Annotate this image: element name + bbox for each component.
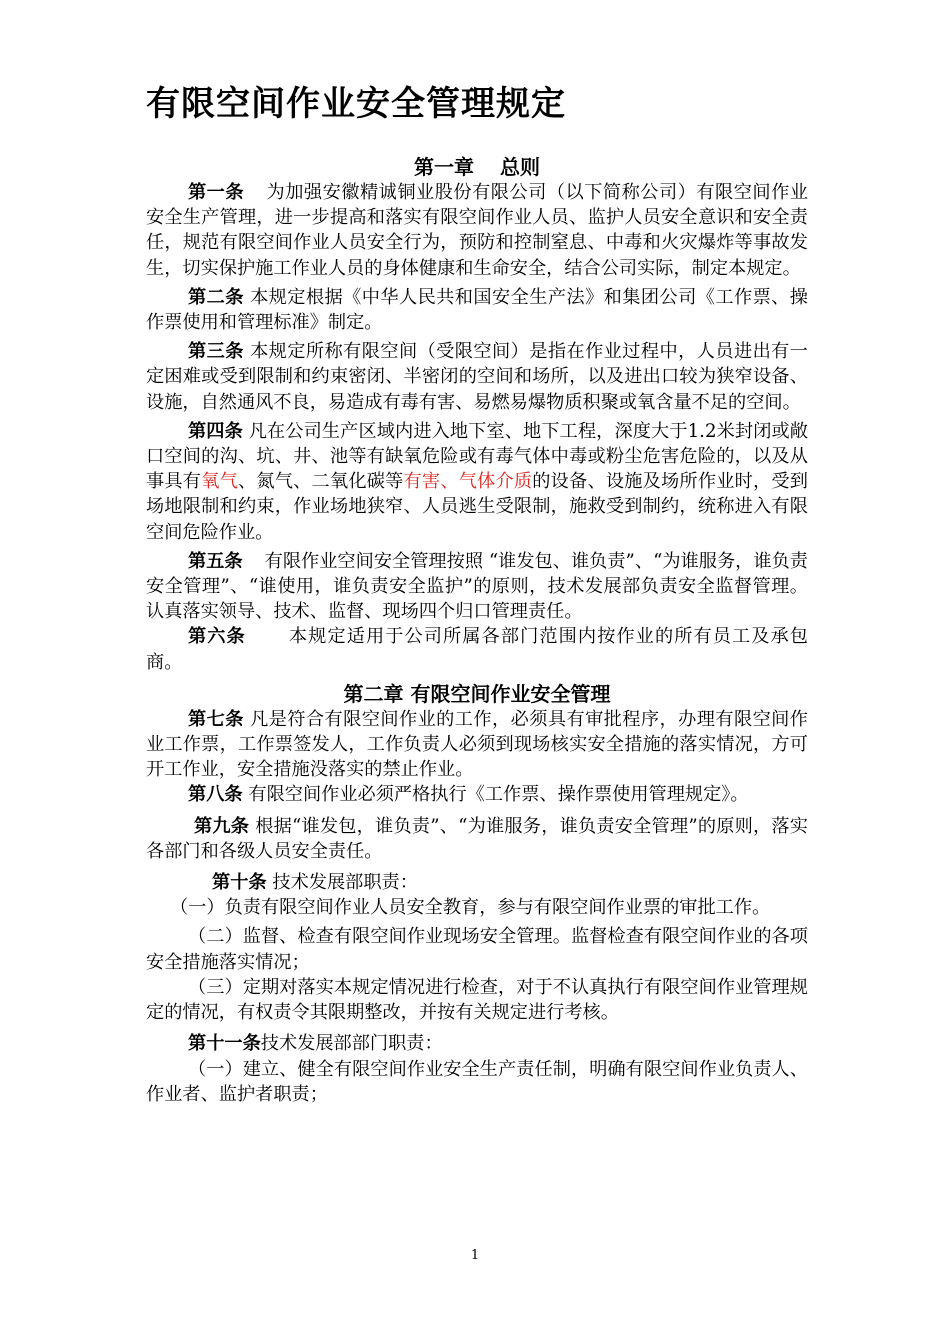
article-10-item-1: （一）负责有限空间作业人员安全教育，参与有限空间作业票的审批工作。 <box>170 897 771 919</box>
article-8-text: 有限空间作业必须严格执行《工作票、操作票使用管理规定》。 <box>248 784 749 806</box>
article-10-item-3: （三）定期对落实本规定情况进行检查，对于不认真执行有限空间作业管理规定的情况，有权责令其限期整改，并按有关规定进行考核。 <box>146 976 808 1024</box>
article-8 <box>146 782 808 807</box>
article-9 <box>146 814 808 864</box>
article-3-text: 本规定所称有限空间（受限空间）是指在作业过程中，人员进出有一定困难或受到限制和约束密闭、半密闭的空间和场所，以及进出口较为狭窄设备、设施，自然通风不良，易造成有毒有害、易燃易爆物质积聚或氧含量不足的空间。 <box>146 341 808 413</box>
article-11-text: 技术发展部部门职责： <box>260 1033 443 1055</box>
article-2 <box>146 285 808 335</box>
chapter-heading-2: 第二章 有限空间作业安全管理 <box>343 681 611 706</box>
article-9-label: 第九条 <box>194 815 250 837</box>
article-4-text-2: 、氮气、二氧化碳等 <box>237 471 404 493</box>
article-4-text-3: 的设备、设施及场所作业时，受到场地限制和约束，作业场地狭窄、人员逃生受限制，施救受到制约，统称进入有限空间危险作业。 <box>146 471 808 543</box>
article-5-label: 第五条 <box>188 550 243 572</box>
document-title: 有限空间作业安全管理规定 <box>146 84 566 124</box>
article-11 <box>146 1031 808 1056</box>
article-1-text: 为加强安徽精诚铜业股份有限公司（以下简称公司）有限空间作业安全生产管理，进一步提高和落实有限空间作业人员、监护人员安全意识和安全责任，规范有限空间作业人员安全行为，预防和控制窒息、中毒和火灾爆炸等事故发生，切实保护施工作业人员的身体健康和生命安全，结合公司实际，制定本规定。 <box>146 182 808 279</box>
article-4-label: 第四条 <box>188 420 243 442</box>
article-11-item-1: （一）建立、健全有限空间作业安全生产责任制，明确有限空间作业负责人、作业者、监护者职责； <box>146 1058 808 1105</box>
chapter-1-prefix: 第一章 <box>414 155 474 179</box>
article-4-highlight-oxygen: 氧气 <box>201 471 238 493</box>
article-7-label: 第七条 <box>188 708 244 730</box>
article-9-text: 根据“谁发包，谁负责”、“为谁服务，谁负责安全管理”的原则，落实各部门和各级人员安全责任。 <box>146 815 808 862</box>
page-number: 1 <box>470 1248 480 1263</box>
article-10-text: 技术发展部职责： <box>272 872 418 894</box>
article-2-text: 本规定根据《中华人民共和国安全生产法》和集团公司《工作票、操作票使用和管理标准》制定。 <box>146 286 808 334</box>
article-6 <box>146 624 808 674</box>
article-3 <box>146 339 808 415</box>
chapter-1-name: 总则 <box>500 155 540 179</box>
article-5 <box>146 549 808 625</box>
article-2-label: 第二条 <box>188 286 244 308</box>
chapter-heading-1 <box>146 154 808 180</box>
article-7 <box>146 707 808 783</box>
article-6-text: 本规定适用于公司所属各部门范围内按作业的所有员工及承包商。 <box>146 626 808 673</box>
article-4 <box>146 419 808 545</box>
article-6-label: 第六条 <box>188 626 246 648</box>
article-1 <box>146 180 808 281</box>
article-11-label: 第十一条 <box>188 1033 261 1055</box>
article-10 <box>146 870 808 895</box>
article-3-label: 第三条 <box>188 341 244 363</box>
article-10-item-2: （二）监督、检查有限空间作业现场安全管理。监督检查有限空间作业的各项安全措施落实情况； <box>146 926 808 973</box>
article-4-highlight-gas-medium: 有害、气体介质 <box>403 471 533 493</box>
article-10-label: 第十条 <box>212 872 267 894</box>
article-4-text-1: 凡在公司生产区域内进入地下室、地下工程，深度大于1.2米封闭或敞口空间的沟、坑、井、池等有缺氧危险或有毒气体中毒或粉尘危害危险的，以及从事具有 <box>146 420 808 493</box>
article-8-label: 第八条 <box>188 784 243 806</box>
article-7-text: 凡是符合有限空间作业的工作，必须具有审批程序，办理有限空间作业工作票，工作票签发人，工作负责人必须到现场核实安全措施的落实情况，方可开工作业，安全措施没落实的禁止作业。 <box>146 708 808 781</box>
article-5-text: 有限作业空间安全管理按照 “谁发包、谁负责”、“为谁服务，谁负责安全管理”、“谁使用，谁负责安全监护”的原则，技术发展部负责安全监督管理。认真落实领导、技术、监督、现场四个归口管理责任。 <box>146 550 808 623</box>
article-1-label: 第一条 <box>188 182 245 203</box>
